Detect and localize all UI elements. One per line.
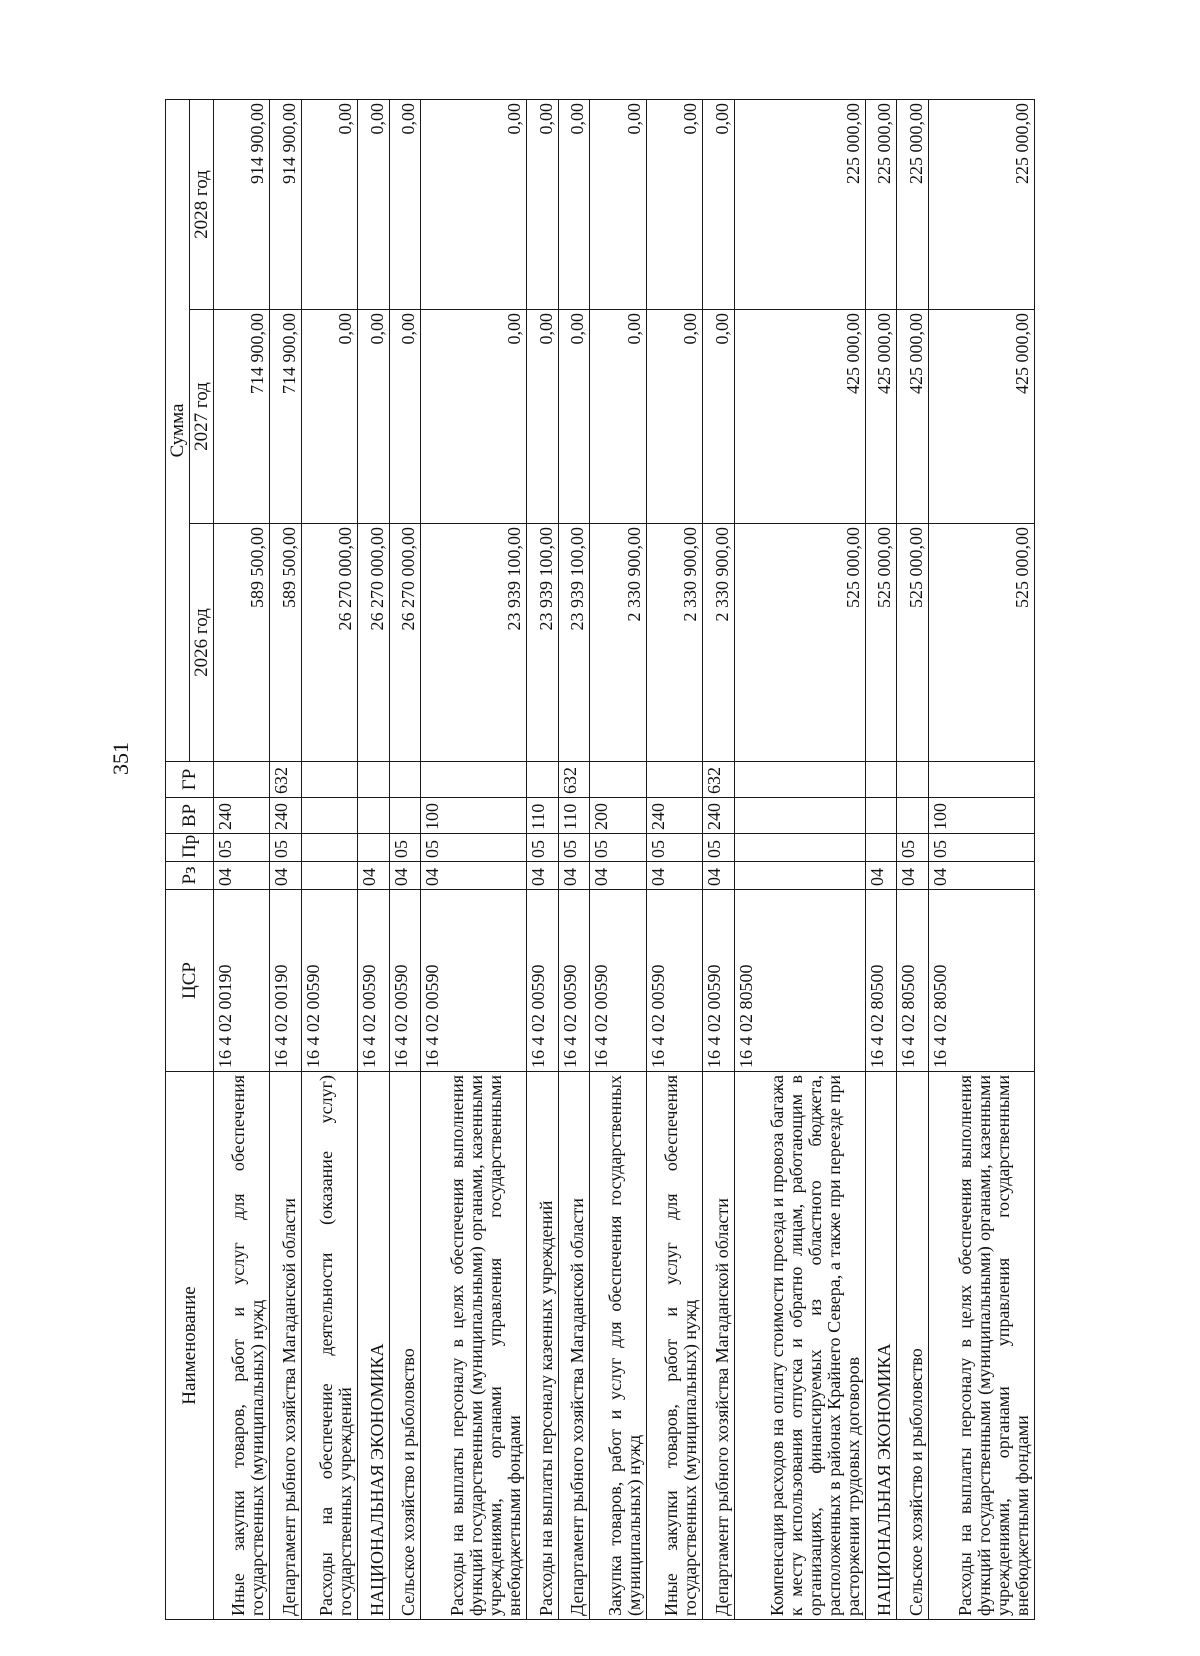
name-cell: Сельское хозяйство и рыболовство (389, 1072, 420, 1620)
header-year-2027: 2027 год (190, 310, 214, 524)
vr-cell (734, 798, 865, 834)
sum-2026-cell: 26 270 000,00 (301, 524, 357, 762)
vr-cell: 100 (928, 798, 1034, 834)
csr-cell: 16 4 02 00590 (703, 890, 734, 1072)
rz-cell: 04 (421, 862, 527, 890)
csr-cell: 16 4 02 80500 (897, 890, 928, 1072)
table-row (703, 99, 734, 1619)
header-vr: ВР (166, 798, 214, 834)
csr-cell: 16 4 02 00590 (646, 890, 702, 1072)
sum-2027-cell: 425 000,00 (734, 310, 865, 524)
header-name: Наименование (166, 1072, 214, 1620)
sum-2028-cell: 0,00 (301, 99, 357, 309)
vr-cell (865, 798, 896, 834)
gr-cell (646, 762, 702, 798)
csr-cell: 16 4 02 00590 (590, 890, 646, 1072)
sum-2027-cell: 425 000,00 (897, 310, 928, 524)
pr-cell: 05 (421, 834, 527, 862)
vr-cell (897, 798, 928, 834)
name-cell: Иные закупки товаров, работ и услуг для обеспечения государственных (муниципальных) нужд (214, 1072, 270, 1620)
header-gr: ГР (166, 762, 214, 798)
csr-cell: 16 4 02 00190 (214, 890, 270, 1072)
csr-cell: 16 4 02 80500 (928, 890, 1034, 1072)
rz-cell: 04 (558, 862, 589, 890)
budget-table (165, 99, 1035, 1620)
name-cell: Расходы на обеспечение деятельности (оказание услуг) государственных учреждений (301, 1072, 357, 1620)
sum-2028-cell: 0,00 (527, 99, 558, 309)
sum-2027-cell: 0,00 (301, 310, 357, 524)
pr-cell (734, 834, 865, 862)
sum-2028-cell: 914 900,00 (214, 99, 270, 309)
table-header (166, 99, 214, 1619)
gr-cell: 632 (703, 762, 734, 798)
table-row (897, 99, 928, 1619)
pr-cell: 05 (214, 834, 270, 862)
name-cell: Закупка товаров, работ и услуг для обеспечения государственных (муниципальных) нужд (590, 1072, 646, 1620)
table-row (527, 99, 558, 1619)
vr-cell (301, 798, 357, 834)
vr-cell (358, 798, 389, 834)
vr-cell: 100 (421, 798, 527, 834)
rotated-table-wrapper (165, 100, 1035, 1620)
table-row (301, 99, 357, 1619)
sum-2027-cell: 0,00 (703, 310, 734, 524)
vr-cell (389, 798, 420, 834)
sum-2028-cell: 225 000,00 (865, 99, 896, 309)
gr-cell (865, 762, 896, 798)
vr-cell: 240 (270, 798, 301, 834)
gr-cell (421, 762, 527, 798)
sum-2026-cell: 2 330 900,00 (703, 524, 734, 762)
vr-cell: 240 (703, 798, 734, 834)
table-row (734, 99, 865, 1619)
table-row (358, 99, 389, 1619)
sum-2027-cell: 0,00 (421, 310, 527, 524)
sum-2028-cell: 0,00 (421, 99, 527, 309)
sum-2027-cell: 0,00 (527, 310, 558, 524)
vr-cell: 240 (214, 798, 270, 834)
sum-2026-cell: 525 000,00 (734, 524, 865, 762)
gr-cell (214, 762, 270, 798)
sum-2027-cell: 425 000,00 (928, 310, 1034, 524)
csr-cell: 16 4 02 00590 (558, 890, 589, 1072)
gr-cell: 632 (558, 762, 589, 798)
rz-cell: 04 (703, 862, 734, 890)
sum-2026-cell: 525 000,00 (928, 524, 1034, 762)
sum-2026-cell: 525 000,00 (897, 524, 928, 762)
rz-cell: 04 (358, 862, 389, 890)
pr-cell: 05 (558, 834, 589, 862)
table-row (928, 99, 1034, 1619)
vr-cell: 110 (558, 798, 589, 834)
rz-cell (734, 862, 865, 890)
rz-cell (301, 862, 357, 890)
header-sum: Сумма (166, 99, 190, 761)
rz-cell: 04 (527, 862, 558, 890)
name-cell: Департамент рыбного хозяйства Магаданской области (703, 1072, 734, 1620)
gr-cell (358, 762, 389, 798)
sum-2027-cell: 0,00 (389, 310, 420, 524)
rz-cell: 04 (214, 862, 270, 890)
name-cell: Департамент рыбного хозяйства Магаданской области (558, 1072, 589, 1620)
rz-cell: 04 (897, 862, 928, 890)
csr-cell: 16 4 02 80500 (734, 890, 865, 1072)
table-body (214, 99, 1035, 1619)
sum-2026-cell: 23 939 100,00 (558, 524, 589, 762)
vr-cell: 110 (527, 798, 558, 834)
pr-cell (865, 834, 896, 862)
pr-cell: 05 (270, 834, 301, 862)
rz-cell: 04 (928, 862, 1034, 890)
gr-cell (527, 762, 558, 798)
pr-cell: 05 (527, 834, 558, 862)
pr-cell (301, 834, 357, 862)
gr-cell (590, 762, 646, 798)
name-cell: Иные закупки товаров, работ и услуг для обеспечения государственных (муниципальных) нужд (646, 1072, 702, 1620)
sum-2026-cell: 589 500,00 (214, 524, 270, 762)
gr-cell: 632 (270, 762, 301, 798)
sum-2026-cell: 2 330 900,00 (590, 524, 646, 762)
header-rz: Рз (166, 862, 214, 890)
sum-2027-cell: 0,00 (358, 310, 389, 524)
gr-cell (734, 762, 865, 798)
pr-cell: 05 (928, 834, 1034, 862)
name-cell: Сельское хозяйство и рыболовство (897, 1072, 928, 1620)
gr-cell (928, 762, 1034, 798)
rz-cell: 04 (270, 862, 301, 890)
table-row (270, 99, 301, 1619)
csr-cell: 16 4 02 00190 (270, 890, 301, 1072)
csr-cell: 16 4 02 00590 (389, 890, 420, 1072)
table-row (646, 99, 702, 1619)
header-pr: Пр (166, 834, 214, 862)
table-row (865, 99, 896, 1619)
gr-cell (301, 762, 357, 798)
name-cell: Компенсация расходов на оплату стоимости проезда и провоза багажа к месту использования отпуска и обратно лицам, работающим в организациях, финансируемых из областного бюджета, расположенных в районах Крайнего Севера, а также при переезде при расторжении трудовых договоров (734, 1072, 865, 1620)
name-cell: НАЦИОНАЛЬНАЯ ЭКОНОМИКА (358, 1072, 389, 1620)
sum-2028-cell: 225 000,00 (734, 99, 865, 309)
pr-cell: 05 (703, 834, 734, 862)
vr-cell: 200 (590, 798, 646, 834)
table-row (389, 99, 420, 1619)
table-row (590, 99, 646, 1619)
sum-2028-cell: 0,00 (389, 99, 420, 309)
rz-cell: 04 (646, 862, 702, 890)
sum-2026-cell: 525 000,00 (865, 524, 896, 762)
sum-2027-cell: 0,00 (646, 310, 702, 524)
table-row (214, 99, 270, 1619)
csr-cell: 16 4 02 00590 (358, 890, 389, 1072)
sum-2027-cell: 425 000,00 (865, 310, 896, 524)
pr-cell: 05 (590, 834, 646, 862)
sum-2028-cell: 0,00 (703, 99, 734, 309)
header-year-2028: 2028 год (190, 99, 214, 309)
name-cell: НАЦИОНАЛЬНАЯ ЭКОНОМИКА (865, 1072, 896, 1620)
sum-2027-cell: 714 900,00 (214, 310, 270, 524)
sum-2026-cell: 23 939 100,00 (527, 524, 558, 762)
rz-cell: 04 (590, 862, 646, 890)
sum-2026-cell: 26 270 000,00 (358, 524, 389, 762)
sum-2028-cell: 225 000,00 (897, 99, 928, 309)
sum-2028-cell: 914 900,00 (270, 99, 301, 309)
vr-cell: 240 (646, 798, 702, 834)
pr-cell: 05 (897, 834, 928, 862)
csr-cell: 16 4 02 80500 (865, 890, 896, 1072)
sum-2026-cell: 26 270 000,00 (389, 524, 420, 762)
csr-cell: 16 4 02 00590 (301, 890, 357, 1072)
header-year-2026: 2026 год (190, 524, 214, 762)
sum-2027-cell: 714 900,00 (270, 310, 301, 524)
pr-cell (358, 834, 389, 862)
sum-2027-cell: 0,00 (590, 310, 646, 524)
csr-cell: 16 4 02 00590 (527, 890, 558, 1072)
sum-2028-cell: 0,00 (558, 99, 589, 309)
sum-2028-cell: 0,00 (646, 99, 702, 309)
gr-cell (389, 762, 420, 798)
header-csr: ЦСР (166, 890, 214, 1072)
gr-cell (897, 762, 928, 798)
csr-cell: 16 4 02 00590 (421, 890, 527, 1072)
name-cell: Расходы на выплаты персоналу казенных учреждений (527, 1072, 558, 1620)
page-number: 351 (108, 742, 133, 775)
rz-cell: 04 (389, 862, 420, 890)
rz-cell: 04 (865, 862, 896, 890)
table-row (558, 99, 589, 1619)
name-cell: Расходы на выплаты персоналу в целях обеспечения выполнения функций государственными (муниципальными) органами, казенными учреждениями, органами управления государственными внебюджетными фондами (421, 1072, 527, 1620)
name-cell: Расходы на выплаты персоналу в целях обеспечения выполнения функций государственными (муниципальными) органами, казенными учреждениями, органами управления государственными внебюджетными фондами (928, 1072, 1034, 1620)
name-cell: Департамент рыбного хозяйства Магаданской области (270, 1072, 301, 1620)
sum-2026-cell: 589 500,00 (270, 524, 301, 762)
sum-2028-cell: 0,00 (358, 99, 389, 309)
pr-cell: 05 (646, 834, 702, 862)
sum-2028-cell: 0,00 (590, 99, 646, 309)
sum-2026-cell: 23 939 100,00 (421, 524, 527, 762)
sum-2026-cell: 2 330 900,00 (646, 524, 702, 762)
sum-2027-cell: 0,00 (558, 310, 589, 524)
pr-cell: 05 (389, 834, 420, 862)
table-row (421, 99, 527, 1619)
sum-2028-cell: 225 000,00 (928, 99, 1034, 309)
